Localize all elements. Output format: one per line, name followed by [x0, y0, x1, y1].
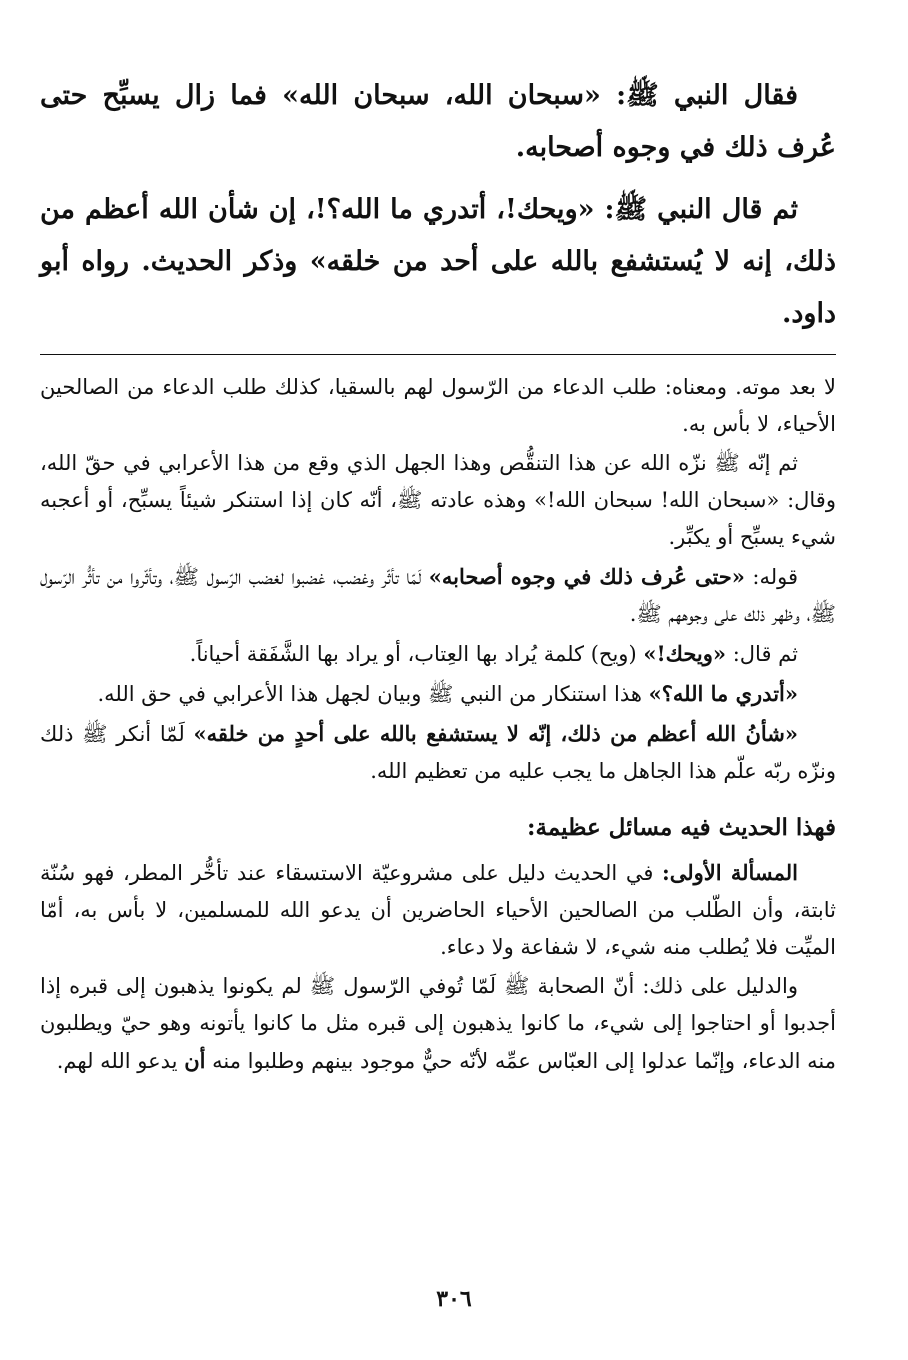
commentary-paragraph-1: لا بعد موته. ومعناه: طلب الدعاء من الرّسول لهم بالسقيا، كذلك طلب الدعاء من الصالحين الأحياء، لا بأس به.: [40, 375, 836, 436]
commentary: [40, 369, 836, 790]
issue-text: في الحديث دليل على مشروعيّة الاستسقاء عند تأخُّر المطر، فهو سُنّة ثابتة، وأن الطّلب من الصالحين الأحياء الحاضرين أن يدعو الله للمسلمين، لا بأس به، أمّا الميِّت فلا يُطلب منه شيء، لا شفاعة ولا دعاء.: [40, 861, 836, 959]
page-body: [40, 70, 836, 1082]
commentary-paragraph-3: [40, 558, 836, 633]
evidence-text: والدليل على ذلك: أنّ الصحابة ﷺ لَمّا تُوفي الرّسول ﷺ لم يكونوا يذهبون إلى قبره إذا أجدبوا أو احتاجوا إلى شيء، ما كانوا يذهبون إلى قبره مثل ما كانوا يأتونه وهو حيّ ويطلبون منه الدعاء، وإنّما عدلوا إلى العبّاس عمِّه لأنّه حيٌّ موجود بينهم وطلبوا منه: [40, 974, 836, 1073]
commentary-lead: قوله:: [744, 565, 799, 589]
quoted-phrase: «ويحك!»: [643, 641, 727, 666]
hadith-paragraph-2: ثم قال النبي ﷺ: «ويحك!، أتدري ما الله؟!، إن شأن الله أعظم من ذلك، إنه لا يُستشفع بالله على أحد من خلقه» وذكر الحديث. رواه أبو داود.: [40, 194, 836, 329]
hadith-paragraph-1: فقال النبي ﷺ: «سبحان الله، سبحان الله» فما زال يسبِّح حتى عُرف ذلك في وجوه أصحابه.: [40, 80, 836, 163]
commentary-text: هذا استنكار من النبي ﷺ وبيان لجهل هذا الأعرابي في حق الله.: [97, 682, 649, 706]
quoted-phrase: «حتى عُرف ذلك في وجوه أصحابه»: [428, 564, 745, 589]
issues-section: [40, 854, 836, 1080]
page-number: ٣٠٦: [436, 1286, 472, 1312]
quoted-phrase: «شأنُ الله أعظم من ذلك، إنّه لا يستشفع بالله على أحدٍ من خلقه»: [193, 721, 798, 746]
hadith-text: [40, 70, 836, 340]
section-heading: فهذا الحديث فيه مسائل عظيمة:: [527, 814, 836, 841]
commentary-paragraph-5: [40, 675, 836, 713]
evidence-end: يدعو الله لهم.: [56, 1049, 185, 1073]
separator-rule: [40, 354, 836, 355]
commentary-paragraph-6: [40, 715, 836, 790]
quoted-phrase: «أتدري ما الله؟»: [648, 681, 798, 706]
commentary-lead: ثم قال:: [726, 642, 798, 666]
issue-1-paragraph: [40, 854, 836, 966]
commentary-paragraph-4: [40, 635, 836, 673]
evidence-bold: أن: [184, 1048, 206, 1073]
commentary-text: لَمّا أنكر ﷺ ذلك ونزّه ربّه علّم هذا الجاهل ما يجب عليه من تعظيم الله.: [40, 722, 836, 783]
commentary-text: (ويح) كلمة يُراد بها العِتاب، أو يراد بها الشَّفَقة أحياناً.: [189, 642, 644, 666]
commentary-text: لَمّا تأثّر وغضب، غضبوا لغضب الرّسول ﷺ، وتأثّروا من تأثُّر الرّسول ﷺ، وظهر ذلك على وجوههم ﷺ.: [40, 565, 836, 626]
issue-label: المسألة الأولى:: [662, 860, 799, 885]
commentary-paragraph-2: ثم إنّه ﷺ نزّه الله عن هذا التنقُّص وهذا الجهل الذي وقع من هذا الأعرابي في حقّ الله، وقال: «سبحان الله! سبحان الله!» وهذه عادته ﷺ، أنّه كان إذا استنكر شيئاً يسبِّح، أو أعجبه شيء يسبِّح أو يكبِّر.: [40, 451, 836, 549]
evidence-paragraph: [40, 968, 836, 1080]
